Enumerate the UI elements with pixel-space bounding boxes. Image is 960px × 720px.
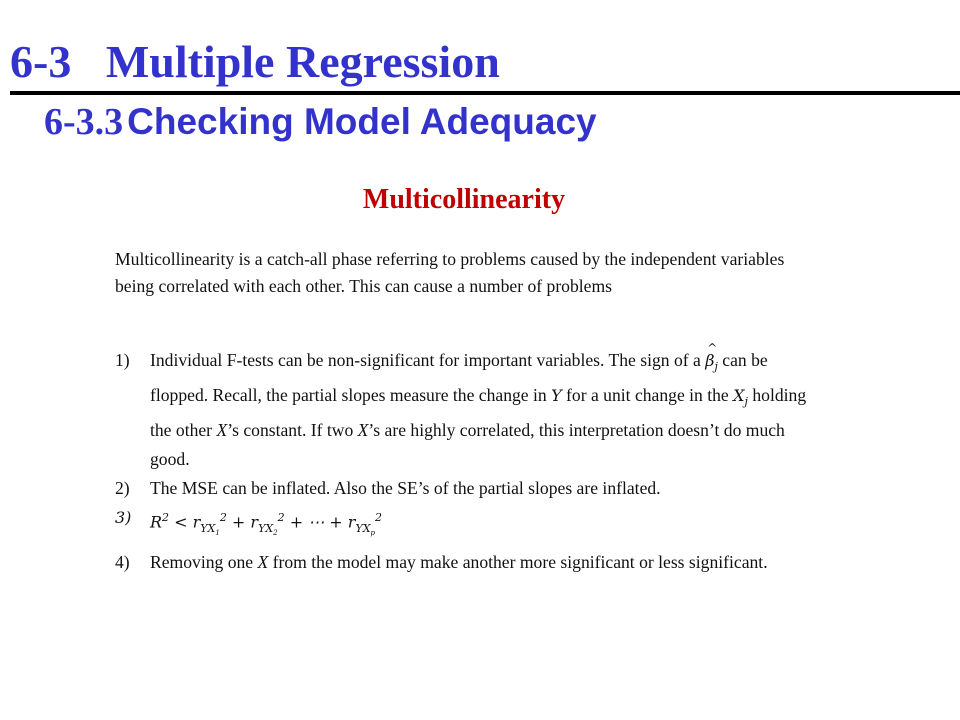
- subscript-yx: YX: [355, 521, 371, 535]
- subscript: [200, 522, 220, 535]
- ellipsis-sum: + ⋯ +: [284, 512, 348, 532]
- text-fragment: for a unit change in the: [561, 385, 734, 406]
- list-item: [115, 548, 825, 577]
- r-squared-inequality: [150, 503, 825, 548]
- subscript-index: 1: [215, 528, 220, 537]
- x-letter: X: [733, 386, 745, 406]
- beta-hat-symbol: [705, 351, 718, 374]
- title-underline: [10, 91, 960, 95]
- text-fragment: ’s are highly correlated, this interpretation doesn’t do much good.: [150, 420, 785, 470]
- beta-letter: ^ β: [705, 346, 714, 375]
- r-symbol: r: [192, 512, 201, 532]
- y-symbol: Y: [551, 386, 562, 406]
- list-item: [115, 503, 825, 548]
- subscript-yx: YX: [200, 521, 216, 535]
- subscript: [258, 522, 278, 535]
- text-fragment: Removing one: [150, 551, 258, 572]
- x-symbol: X: [257, 551, 269, 572]
- section-heading: Multicollinearity: [362, 184, 566, 215]
- text-fragment: holding the other: [150, 385, 807, 441]
- item-text: The MSE can be inflated. Also the SE’s of the partial slopes are inflated.: [150, 478, 661, 499]
- text-fragment: can be flopped. Recall, the partial slopes measure the change in: [150, 350, 768, 406]
- item-text: [150, 346, 825, 474]
- less-than: <: [169, 512, 193, 532]
- page-title: 6-3 Multiple Regression: [10, 36, 500, 87]
- page-subtitle: [44, 96, 597, 156]
- r-symbol: R: [150, 512, 163, 532]
- x-subscript: j: [744, 395, 748, 409]
- beta-subscript: j: [714, 360, 718, 374]
- list-item: [115, 346, 825, 474]
- intro-paragraph: Multicollinearity is a catch-all phase referring to problems caused by the independent variables being correlated with each other. This can cause a number of problems: [115, 249, 785, 296]
- plus-sign: +: [226, 512, 251, 532]
- superscript: 2: [219, 511, 227, 525]
- list-item: [115, 474, 825, 503]
- item-number: 3): [115, 508, 132, 528]
- superscript: 2: [375, 511, 383, 525]
- subscript-index: p: [370, 528, 376, 537]
- text-fragment: from the model may make another more significant or less significant.: [268, 551, 768, 572]
- item-number: 2): [115, 478, 130, 499]
- subscript-yx: YX: [258, 521, 274, 535]
- x-symbol: X: [357, 420, 369, 441]
- r-symbol: r: [250, 512, 259, 532]
- superscript: 2: [162, 511, 170, 525]
- subscript: [355, 522, 375, 535]
- item-text: [150, 548, 825, 577]
- subscript-index: 2: [273, 528, 278, 537]
- text-fragment: Individual F-tests can be non-significant for important variables. The sign of a: [150, 350, 706, 370]
- problem-list: [115, 346, 825, 577]
- r-symbol: r: [347, 512, 356, 532]
- item-number: 4): [115, 551, 130, 572]
- subtitle-text: Checking Model Adequacy: [127, 101, 597, 142]
- text-fragment: ’s constant. If two: [227, 420, 358, 441]
- item-number: 1): [115, 350, 130, 370]
- subtitle-number: 6-3.3: [44, 101, 124, 143]
- xj-symbol: [733, 386, 748, 409]
- superscript: 2: [277, 511, 285, 525]
- x-symbol: X: [216, 420, 228, 441]
